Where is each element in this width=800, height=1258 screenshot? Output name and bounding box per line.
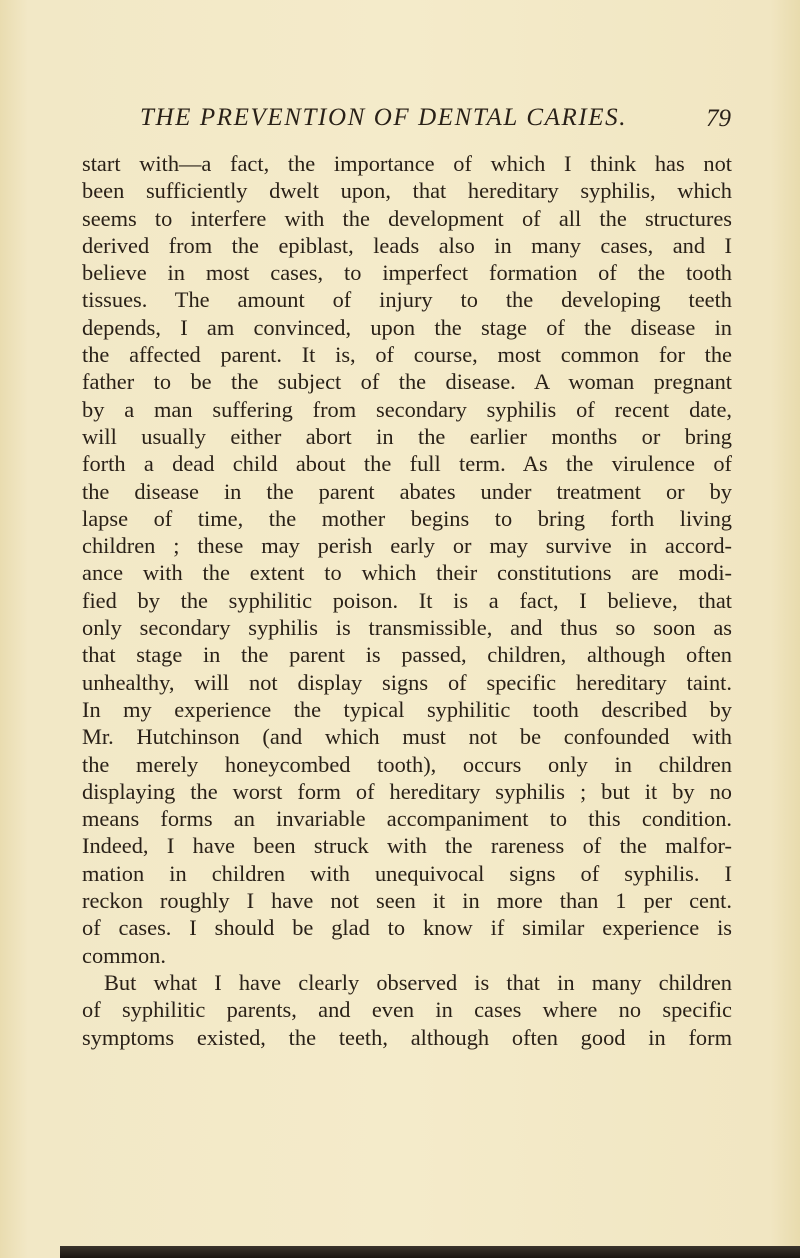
text-line: lapse of time, the mother begins to bring forth living	[82, 505, 732, 531]
text-line: Indeed, I have been struck with the rareness of the malfor-	[82, 833, 732, 859]
text-line: of syphilitic parents, and even in cases where no specific	[82, 997, 732, 1023]
text-line: means forms an invariable accompaniment to this condition.	[82, 806, 732, 832]
text-line: tissues. The amount of injury to the developing teeth	[82, 287, 732, 313]
text-line: displaying the worst form of hereditary syphilis ; but it by no	[82, 778, 732, 804]
text-line: that stage in the parent is passed, children, although often	[82, 642, 732, 668]
body-text	[82, 150, 732, 1051]
text-line: children ; these may perish early or may survive in accord-	[82, 533, 732, 559]
text-line: ance with the extent to which their constitutions are modi-	[82, 560, 732, 586]
text-line: fied by the syphilitic poison. It is a fact, I believe, that	[82, 587, 732, 613]
text-line: seems to interfere with the development of all the structures	[82, 205, 732, 231]
text-line: derived from the epiblast, leads also in many cases, and I	[82, 232, 732, 258]
text-line: symptoms existed, the teeth, although often good in form	[82, 1024, 732, 1050]
text-line: been sufficiently dwelt upon, that hereditary syphilis, which	[82, 178, 732, 204]
text-line: unhealthy, will not display signs of specific hereditary taint.	[82, 669, 732, 695]
scan-edge-bar	[60, 1246, 800, 1258]
text-line-paragraph-start: But what I have clearly observed is that in many children	[104, 969, 732, 995]
page-number: 79	[706, 105, 731, 132]
running-title: THE PREVENTION OF DENTAL CARIES.	[140, 104, 628, 131]
text-line: depends, I am convinced, upon the stage of the disease in	[82, 314, 732, 340]
text-line-paragraph-end: common.	[82, 942, 166, 968]
text-line: of cases. I should be glad to know if similar experience is	[82, 915, 732, 941]
text-line: by a man suffering from secondary syphilis of recent date,	[82, 396, 732, 422]
text-line: start with—a fact, the importance of which I think has not	[82, 151, 732, 176]
text-line: the merely honeycombed tooth), occurs only in children	[82, 751, 732, 777]
text-line: believe in most cases, to imperfect formation of the tooth	[82, 260, 732, 286]
text-line: only secondary syphilis is transmissible, and thus so soon as	[82, 615, 732, 641]
text-line: Mr. Hutchinson (and which must not be confounded with	[82, 724, 732, 750]
text-line: mation in children with unequivocal signs of syphilis. I	[82, 860, 732, 886]
text-line: the affected parent. It is, of course, most common for the	[82, 342, 732, 368]
text-line: In my experience the typical syphilitic tooth described by	[82, 696, 732, 722]
text-line: father to be the subject of the disease. A woman pregnant	[82, 369, 732, 395]
running-head	[0, 104, 800, 144]
text-line: will usually either abort in the earlier months or bring	[82, 423, 732, 449]
text-line: the disease in the parent abates under treatment or by	[82, 478, 732, 504]
text-line: forth a dead child about the full term. As the virulence of	[82, 451, 732, 477]
text-line: reckon roughly I have not seen it in more than 1 per cent.	[82, 888, 732, 914]
